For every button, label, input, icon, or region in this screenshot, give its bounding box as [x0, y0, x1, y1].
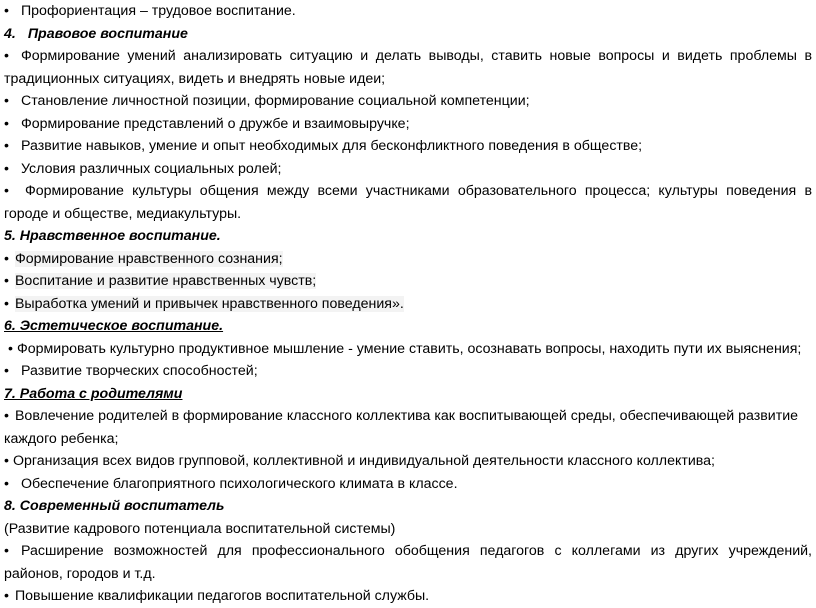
section-heading-5	[4, 225, 812, 248]
list-item-text: Формирование умений анализировать ситуацию и делать выводы, ставить новые вопросы и видеть проблемы в традиционных ситуациях, видеть и внедрять новые идеи;	[4, 48, 812, 87]
list-item	[4, 135, 812, 158]
list-item-text: Формирование нравственного сознания;	[14, 250, 283, 267]
list-item	[4, 360, 812, 383]
list-item-text: Расширение возможностей для профессионального обобщения педагогов с коллегами из других учреждений, районов, городов и т.д.	[4, 543, 812, 582]
list-item-text: Выработка умений и привычек нравственного поведения».	[14, 295, 404, 312]
document-page	[4, 0, 812, 608]
bullet-icon: •	[4, 408, 9, 424]
bullet-icon: •	[4, 115, 9, 132]
bullet-icon: •	[4, 363, 9, 379]
bullet-icon: •	[8, 340, 13, 357]
list-item	[4, 158, 812, 181]
list-item	[4, 473, 812, 496]
section-number: 4.	[4, 25, 16, 42]
section-title: 7. Работа с родителями	[4, 385, 183, 402]
list-item	[4, 248, 812, 271]
list-item	[4, 338, 812, 361]
list-item	[4, 45, 812, 90]
bullet-icon: •	[4, 295, 9, 312]
list-item-text: Повышение квалификации педагогов воспитательной службы.	[14, 588, 430, 604]
list-item	[4, 293, 812, 316]
section-heading-7	[4, 383, 812, 406]
list-item	[4, 90, 812, 113]
list-item-text: Становление личностной позиции, формирование социальной компетенции;	[20, 93, 530, 109]
section-title: 6. Эстетическое воспитание.	[4, 318, 224, 334]
list-item-text: Формирование представлений о дружбе и взаимовыручке;	[20, 115, 410, 132]
list-item-text: Воспитание и развитие нравственных чувств;	[14, 273, 317, 289]
bullet-icon: •	[4, 160, 9, 177]
section-title: Правовое воспитание	[27, 25, 188, 42]
section-heading-8	[4, 495, 812, 518]
list-item-text: Формировать культурно продуктивное мышление - умение ставить, осознавать вопросы, находить пути их выяснения;	[16, 340, 802, 357]
bullet-icon: •	[4, 93, 9, 109]
list-item	[4, 113, 812, 136]
list-item	[4, 0, 812, 23]
section-title: 8. Современный воспитатель	[4, 498, 225, 514]
paragraph	[4, 518, 812, 541]
bullet-icon: •	[4, 48, 9, 64]
list-item-text: Формирование культуры общения между всеми участниками образовательного процесса; культуры поведения в городе и обществе, медиакультуры.	[4, 183, 812, 222]
paragraph-text: (Развитие кадрового потенциала воспитательной системы)	[4, 520, 396, 537]
list-item	[4, 405, 812, 450]
list-item-text: Развитие творческих способностей;	[20, 363, 258, 379]
list-item-text: Профориентация – трудовое воспитание.	[20, 3, 296, 19]
bullet-icon: •	[4, 453, 9, 469]
bullet-icon: •	[4, 183, 9, 199]
section-heading-6	[4, 315, 812, 338]
section-title: 5. Нравственное воспитание.	[4, 228, 221, 244]
list-item-text: Условия различных социальных ролей;	[20, 160, 282, 177]
bullet-icon: •	[4, 543, 9, 559]
list-item	[4, 540, 812, 585]
list-item-text: Организация всех видов групповой, коллективной и индивидуальной деятельности классного коллектива;	[12, 453, 715, 469]
list-item-text: Развитие навыков, умение и опыт необходимых для бесконфликтного поведения в обществе;	[20, 138, 643, 154]
bullet-icon: •	[4, 588, 9, 604]
list-item-text: Вовлечение родителей в формирование классного коллектива как воспитывающей среды, обеспечивающей развитие каждого ребенка;	[4, 408, 799, 447]
list-item	[4, 450, 812, 473]
bullet-icon: •	[4, 475, 9, 492]
section-heading-4	[4, 23, 812, 46]
list-item	[4, 585, 812, 608]
bullet-icon: •	[4, 138, 9, 154]
bullet-icon: •	[4, 3, 9, 19]
bullet-icon: •	[4, 273, 9, 289]
list-item-text: Обеспечение благоприятного психологического климата в классе.	[20, 475, 458, 492]
list-item	[4, 180, 812, 225]
list-item	[4, 270, 812, 293]
bullet-icon: •	[4, 250, 9, 267]
